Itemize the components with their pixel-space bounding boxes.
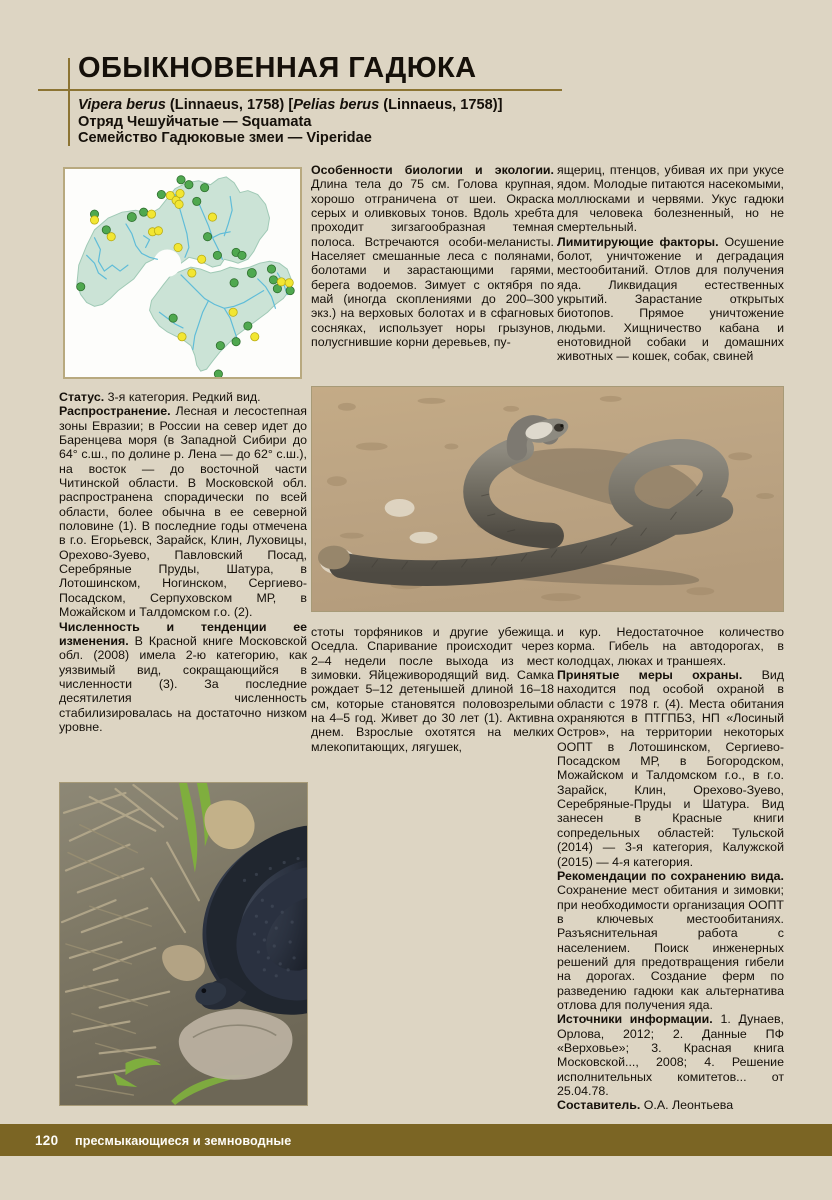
text-distribution: Лесная и лесостепная зоны Евразии; в России на север идет до Баренцева моря (в Западной Сибири до 64° с.ш., по долине р. Лена — до 62° с.ш.), на восток — до восточной части Читинской области. В Московской обл. распространена спорадически по всей области, более обычна в ее северной половине (1). В последние годы отмечена в г.о. Егорьевск, Зарайск, Клин, Луховицы, Орехово-Зуево, Павловский Посад, Серебряные Пруды, Шатура, в Лотошинском, Ногинском, Сергиево-Посадском, Серпуховском МР, в Можайском и Талдомском г.о. (2). <box>59 404 307 620</box>
text-limiting: Осушение болот, уничтожение и деградация местообитаний. Отлов для получения яда. Ликвидация естественных укрытий. Зарастание открытых биотопов. Прямое уничтожение людьми. Хищничество кабана и енотовидной собаки и домашних животных — кошек, собак, свиней <box>557 234 784 364</box>
header-horizontal-rule <box>38 89 562 91</box>
paragraph-distribution <box>59 404 307 619</box>
text-measures: Вид находится под особой охраной в области с 1978 г. (4). Места обитания охраняются в ПТГПБЗ, НП «Лосиный Остров», на территории некоторых ООПТ в Лотошинском, Сергиево-Посадском МР, в Богородском, Можайском и Талдомском г.о., в г.о. Зарайск, Клин, Орехово-Зуево, Серебряные-Пруды и Шатура. Вид занесен в Красные книги сопредельных областей: Тульской (2014) — 3-я категория, Калужской (2015) — 4-я категория. <box>557 668 784 869</box>
distribution-map <box>63 167 302 379</box>
taxonomy-block <box>78 97 502 147</box>
text-limiting-cont: и кур. Недостаточное количество корма. Гибель на автодорогах, в колодцах, люках и траншеях. <box>557 625 784 668</box>
paragraph-biology-cont <box>311 625 554 754</box>
text-biology-cont: стоты торфяников и другие убежища. Оседла. Спаривание происходит через 2–4 недели после выхода из мест зимовки. Яйцеживородящий вид. Самка рождает 5–12 детенышей длиной 16–18 см, которые становятся половозрелыми на 4–5 год. Живет до 30 лет (1). Активна днем. Взрослые охотятся на мелких млекопитающих, лягушек, <box>311 625 554 754</box>
column-middle-text-bottom <box>311 625 554 754</box>
label-sources: Источники информации. <box>557 1012 713 1027</box>
family-line: Семейство Гадюковые змеи — Viperidae <box>78 130 372 147</box>
synonym-latin-name: Pelias berus <box>293 97 380 113</box>
label-distribution: Распространение. <box>59 404 171 419</box>
grey-adder-on-sand-photo <box>311 386 784 612</box>
synonym-authority: (Linnaeus, 1758)] <box>379 97 503 113</box>
paragraph-biology <box>311 163 554 349</box>
species-latin-name: Vipera berus <box>78 97 166 113</box>
label-numbers: Численность и тенденции ее изменения. <box>59 619 307 648</box>
text-status: 3-я категория. Редкий вид. <box>104 390 261 404</box>
label-biology: Особенности биологии и экологии. <box>311 163 554 177</box>
species-authority: (Linnaeus, 1758) [ <box>165 97 294 113</box>
text-recommendations: Сохранение мест обитания и зимовки; при необходимости организация ООПТ в ключевых местообитаниях. Разъяснительная работа с населением. Поиск инженерных решений для предотвращения гибели на дорогах. Создание ферм по разведению гадюки как альтернатива отлова для получения яда. <box>557 883 784 1012</box>
column-left-text <box>59 390 307 734</box>
distribution-map-graphic <box>65 169 300 377</box>
paragraph-biology-cont2 <box>557 163 784 235</box>
label-recommendations: Рекомендации по сохранению вида. <box>557 868 784 883</box>
paragraph-compiler <box>557 1098 784 1112</box>
page-title: ОБЫКНОВЕННАЯ ГАДЮКА <box>78 52 477 84</box>
label-compiler: Составитель. <box>557 1098 641 1113</box>
melanistic-adder-coiled-photo <box>59 782 308 1106</box>
column-right-text-bottom <box>557 625 784 1113</box>
label-limiting: Лимитирующие факторы. <box>557 234 719 249</box>
page-header <box>0 0 832 150</box>
header-vertical-rule <box>68 58 70 146</box>
paragraph-numbers <box>59 620 307 735</box>
text-sources: 1. Дунаев, Орлова, 2012; 2. Данные ПФ «Верховье»; 3. Красная книга Московской..., 2008; 4. Решение исполнительных комитетов... от 25.04.78. <box>557 1012 784 1098</box>
paragraph-status <box>59 390 307 404</box>
label-measures: Принятые меры охраны. <box>557 668 743 683</box>
column-right-text-top <box>557 163 784 364</box>
label-status: Статус. <box>59 390 105 404</box>
paragraph-sources <box>557 1012 784 1098</box>
grey-adder-photo-graphic <box>312 387 783 611</box>
text-numbers: В Красной книге Московской обл. (2008) имела 2-ю категорию, как уязвимый вид, сокращающийся в численности (3). За последние десятилетия численность стабилизировалась на достаточно низком уровне. <box>59 633 307 734</box>
footer-section-title: пресмыкающиеся и земноводные <box>75 1134 292 1148</box>
order-line: Отряд Чешуйчатые — Squamata <box>78 113 312 130</box>
paragraph-recommendations <box>557 869 784 1012</box>
text-biology-cont2: ящериц, птенцов, убивая их при укусе ядом. Молодые питаются насекомыми, моллюсками и червями. Укус гадюки для человека болезненный, но не смертельный. <box>557 163 784 235</box>
paragraph-limiting <box>557 235 784 364</box>
footer-page-number: 120 <box>35 1133 59 1148</box>
melanistic-adder-photo-graphic <box>60 783 307 1105</box>
text-compiler: О.А. Леонтьева <box>640 1098 734 1113</box>
paragraph-limiting-cont <box>557 625 784 668</box>
column-middle-text-top <box>311 163 554 349</box>
text-biology: Длина тела до 75 см. Голова крупная, хорошо отграничена от шеи. Окраска серых и оливковых тонов. Вдоль хребта проходит зигзагообразная темная полоса. Встречаются особи-меланисты. Населяет смешанные леса с полянами, болотами и зарастающими гарями, берега водоемов. Зимует с октября по май (иногда скоплениями до 200–300 экз.) на верховых болотах и в сфагновых сосняках, использует норы грызунов, полусгнившие корни деревьев, пу- <box>311 177 554 350</box>
paragraph-measures <box>557 668 784 869</box>
